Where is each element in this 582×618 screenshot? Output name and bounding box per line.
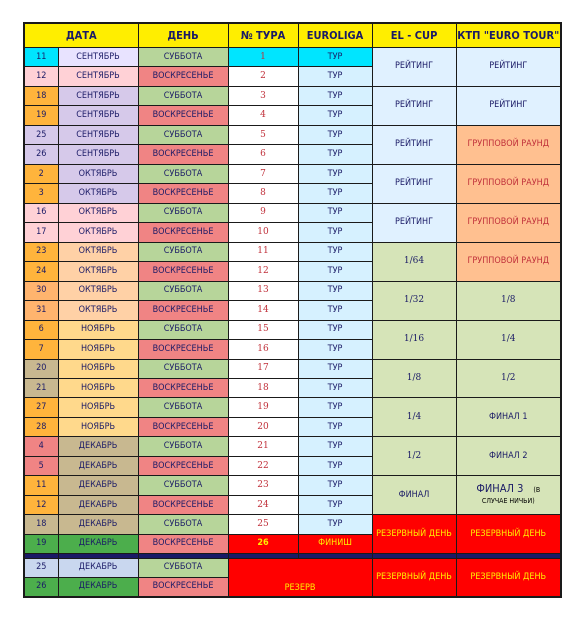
tour-number: 26 (228, 534, 298, 553)
day-of-week: ВОСКРЕСЕНЬЕ (138, 223, 228, 242)
ktp-final-3 (456, 476, 561, 515)
euroliga-cell: ТУР (298, 242, 372, 261)
schedule-table (23, 22, 562, 598)
day-of-week: СУББОТА (138, 398, 228, 417)
el-cup-stage: 1/16 (372, 320, 456, 359)
euroliga-cell: ТУР (298, 301, 372, 320)
date-month: СЕНТЯБРЬ (58, 106, 138, 125)
reserve-label: РЕЗЕРВ (228, 558, 372, 597)
euroliga-cell: ТУР (298, 281, 372, 300)
date-day-number: 18 (24, 86, 58, 105)
date-month: ДЕКАБРЬ (58, 515, 138, 534)
date-month: СЕНТЯБРЬ (58, 86, 138, 105)
tour-number: 18 (228, 378, 298, 397)
date-day-number: 12 (24, 67, 58, 86)
euroliga-cell: ТУР (298, 437, 372, 456)
table-row (24, 320, 561, 339)
date-day-number: 18 (24, 515, 58, 534)
header-euroliga: EUROLIGA (298, 23, 372, 48)
date-month: ОКТЯБРЬ (58, 242, 138, 261)
euroliga-cell: ТУР (298, 320, 372, 339)
table-row (24, 359, 561, 378)
date-day-number: 17 (24, 223, 58, 242)
euroliga-cell: ТУР (298, 48, 372, 67)
date-month: ОКТЯБРЬ (58, 184, 138, 203)
ktp-stage: ГРУППОВОЙ РАУНД (456, 125, 561, 164)
date-day-number: 31 (24, 301, 58, 320)
day-of-week: СУББОТА (138, 515, 228, 534)
table-row (24, 476, 561, 495)
ktp-final-3-note-2: СЛУЧАЕ НИЧЬИ) (481, 497, 535, 506)
tour-number: 15 (228, 320, 298, 339)
date-month: ОКТЯБРЬ (58, 164, 138, 183)
el-cup-reserve-1: РЕЗЕРВНЫЙ ДЕНЬ (372, 515, 456, 554)
date-day-number: 21 (24, 378, 58, 397)
day-of-week: СУББОТА (138, 359, 228, 378)
date-month: ДЕКАБРЬ (58, 558, 138, 577)
tour-number: 25 (228, 515, 298, 534)
date-month: СЕНТЯБРЬ (58, 145, 138, 164)
day-of-week: ВОСКРЕСЕНЬЕ (138, 417, 228, 436)
euroliga-cell: ТУР (298, 359, 372, 378)
date-month: ОКТЯБРЬ (58, 281, 138, 300)
euroliga-cell: ТУР (298, 456, 372, 475)
tour-number: 23 (228, 476, 298, 495)
ktp-stage: ГРУППОВОЙ РАУНД (456, 203, 561, 242)
date-day-number: 11 (24, 48, 58, 67)
header-tour-number: № ТУРА (228, 23, 298, 48)
tour-number: 8 (228, 184, 298, 203)
date-month: ОКТЯБРЬ (58, 301, 138, 320)
table-row (24, 48, 561, 67)
table-row (24, 281, 561, 300)
table-row (24, 203, 561, 222)
tour-number: 1 (228, 48, 298, 67)
euroliga-cell: ТУР (298, 106, 372, 125)
date-day-number: 27 (24, 398, 58, 417)
el-cup-stage: 1/2 (372, 437, 456, 476)
date-month: ДЕКАБРЬ (58, 437, 138, 456)
day-of-week: СУББОТА (138, 281, 228, 300)
date-month: ОКТЯБРЬ (58, 223, 138, 242)
day-of-week: СУББОТА (138, 125, 228, 144)
day-of-week: ВОСКРЕСЕНЬЕ (138, 378, 228, 397)
el-cup-stage: ФИНАЛ (372, 476, 456, 515)
day-of-week: СУББОТА (138, 476, 228, 495)
date-month: СЕНТЯБРЬ (58, 125, 138, 144)
date-day-number: 2 (24, 164, 58, 183)
date-day-number: 5 (24, 456, 58, 475)
tour-number: 4 (228, 106, 298, 125)
euroliga-cell: ТУР (298, 203, 372, 222)
date-day-number: 11 (24, 476, 58, 495)
date-day-number: 16 (24, 203, 58, 222)
el-cup-reserve-2: РЕЗЕРВНЫЙ ДЕНЬ (372, 558, 456, 597)
day-of-week: СУББОТА (138, 437, 228, 456)
date-month: НОЯБРЬ (58, 359, 138, 378)
euroliga-cell: ТУР (298, 184, 372, 203)
ktp-stage: ФИНАЛ 1 (456, 398, 561, 437)
header-el-cup: EL - CUP (372, 23, 456, 48)
tour-number: 2 (228, 67, 298, 86)
el-cup-stage: 1/32 (372, 281, 456, 320)
date-day-number: 19 (24, 534, 58, 553)
day-of-week: ВОСКРЕСЕНЬЕ (138, 456, 228, 475)
day-of-week: ВОСКРЕСЕНЬЕ (138, 67, 228, 86)
ktp-reserve-2: РЕЗЕРВНЫЙ ДЕНЬ (456, 558, 561, 597)
euroliga-cell: ТУР (298, 495, 372, 514)
tour-number: 19 (228, 398, 298, 417)
el-cup-stage: 1/64 (372, 242, 456, 281)
day-of-week: СУББОТА (138, 203, 228, 222)
el-cup-stage: РЕЙТИНГ (372, 164, 456, 203)
tour-number: 20 (228, 417, 298, 436)
day-of-week: СУББОТА (138, 242, 228, 261)
tour-number: 3 (228, 86, 298, 105)
tour-number: 13 (228, 281, 298, 300)
header-date: ДАТА (24, 23, 138, 48)
date-day-number: 28 (24, 417, 58, 436)
el-cup-stage: 1/8 (372, 359, 456, 398)
day-of-week: ВОСКРЕСЕНЬЕ (138, 495, 228, 514)
tour-number: 6 (228, 145, 298, 164)
table-row (24, 242, 561, 261)
ktp-stage: 1/2 (456, 359, 561, 398)
table-row (24, 515, 561, 534)
ktp-reserve-1: РЕЗЕРВНЫЙ ДЕНЬ (456, 515, 561, 554)
euroliga-cell: ТУР (298, 340, 372, 359)
day-of-week: СУББОТА (138, 48, 228, 67)
date-day-number: 23 (24, 242, 58, 261)
header-day: ДЕНЬ (138, 23, 228, 48)
ktp-stage: ГРУППОВОЙ РАУНД (456, 164, 561, 203)
tour-number: 11 (228, 242, 298, 261)
day-of-week: СУББОТА (138, 320, 228, 339)
date-month: НОЯБРЬ (58, 340, 138, 359)
euroliga-cell: ТУР (298, 223, 372, 242)
day-of-week: ВОСКРЕСЕНЬЕ (138, 145, 228, 164)
ktp-stage: ФИНАЛ 2 (456, 437, 561, 476)
date-month: ДЕКАБРЬ (58, 456, 138, 475)
date-day-number: 25 (24, 125, 58, 144)
tour-number: 12 (228, 262, 298, 281)
date-month: ДЕКАБРЬ (58, 534, 138, 553)
ktp-stage: 1/8 (456, 281, 561, 320)
day-of-week: ВОСКРЕСЕНЬЕ (138, 262, 228, 281)
day-of-week: ВОСКРЕСЕНЬЕ (138, 340, 228, 359)
tour-number: 5 (228, 125, 298, 144)
euroliga-cell: ТУР (298, 417, 372, 436)
table-row (24, 164, 561, 183)
day-of-week: СУББОТА (138, 86, 228, 105)
el-cup-stage: РЕЙТИНГ (372, 203, 456, 242)
day-of-week: ВОСКРЕСЕНЬЕ (138, 184, 228, 203)
date-day-number: 19 (24, 106, 58, 125)
date-day-number: 6 (24, 320, 58, 339)
tour-number: 24 (228, 495, 298, 514)
euroliga-cell: ТУР (298, 86, 372, 105)
date-month: НОЯБРЬ (58, 320, 138, 339)
date-day-number: 26 (24, 577, 58, 597)
tour-number: 22 (228, 456, 298, 475)
date-month: ДЕКАБРЬ (58, 495, 138, 514)
ktp-final-3-note: (В (533, 486, 541, 495)
header-ktp-euro-tour: КТП "EURO TOUR" (456, 23, 561, 48)
reserve-row (24, 558, 561, 577)
day-of-week: ВОСКРЕСЕНЬЕ (138, 106, 228, 125)
euroliga-cell: ТУР (298, 164, 372, 183)
day-of-week: ВОСКРЕСЕНЬЕ (138, 577, 228, 597)
day-of-week: СУББОТА (138, 164, 228, 183)
euroliga-cell: ТУР (298, 67, 372, 86)
el-cup-stage: 1/4 (372, 398, 456, 437)
tour-number: 7 (228, 164, 298, 183)
date-month: СЕНТЯБРЬ (58, 67, 138, 86)
header-row (24, 23, 561, 48)
tour-number: 14 (228, 301, 298, 320)
date-day-number: 7 (24, 340, 58, 359)
el-cup-stage: РЕЙТИНГ (372, 48, 456, 87)
euroliga-cell: ТУР (298, 145, 372, 164)
euroliga-cell: ТУР (298, 515, 372, 534)
date-month: НОЯБРЬ (58, 398, 138, 417)
day-of-week: ВОСКРЕСЕНЬЕ (138, 301, 228, 320)
ktp-final-3-title: ФИНАЛ 3 (476, 482, 524, 496)
date-day-number: 20 (24, 359, 58, 378)
euroliga-cell: ТУР (298, 262, 372, 281)
table-row (24, 398, 561, 417)
day-of-week: ВОСКРЕСЕНЬЕ (138, 534, 228, 553)
date-month: ОКТЯБРЬ (58, 262, 138, 281)
euroliga-cell: ТУР (298, 398, 372, 417)
date-month: НОЯБРЬ (58, 378, 138, 397)
day-of-week: СУББОТА (138, 558, 228, 577)
euroliga-finish: ФИНИШ (298, 534, 372, 553)
euroliga-cell: ТУР (298, 476, 372, 495)
table-row (24, 125, 561, 144)
ktp-stage: ГРУППОВОЙ РАУНД (456, 242, 561, 281)
tour-number: 17 (228, 359, 298, 378)
date-day-number: 4 (24, 437, 58, 456)
date-month: ДЕКАБРЬ (58, 577, 138, 597)
date-day-number: 26 (24, 145, 58, 164)
tour-number: 16 (228, 340, 298, 359)
date-month: ОКТЯБРЬ (58, 203, 138, 222)
date-day-number: 25 (24, 558, 58, 577)
ktp-stage: РЕЙТИНГ (456, 48, 561, 87)
date-month: НОЯБРЬ (58, 417, 138, 436)
tour-number: 9 (228, 203, 298, 222)
date-day-number: 30 (24, 281, 58, 300)
tour-number: 10 (228, 223, 298, 242)
el-cup-stage: РЕЙТИНГ (372, 86, 456, 125)
euroliga-cell: ТУР (298, 125, 372, 144)
date-day-number: 12 (24, 495, 58, 514)
date-month: ДЕКАБРЬ (58, 476, 138, 495)
table-row (24, 437, 561, 456)
date-day-number: 3 (24, 184, 58, 203)
date-month: СЕНТЯБРЬ (58, 48, 138, 67)
ktp-stage: 1/4 (456, 320, 561, 359)
el-cup-stage: РЕЙТИНГ (372, 125, 456, 164)
date-day-number: 24 (24, 262, 58, 281)
tour-number: 21 (228, 437, 298, 456)
table-row (24, 86, 561, 105)
ktp-stage: РЕЙТИНГ (456, 86, 561, 125)
euroliga-cell: ТУР (298, 378, 372, 397)
